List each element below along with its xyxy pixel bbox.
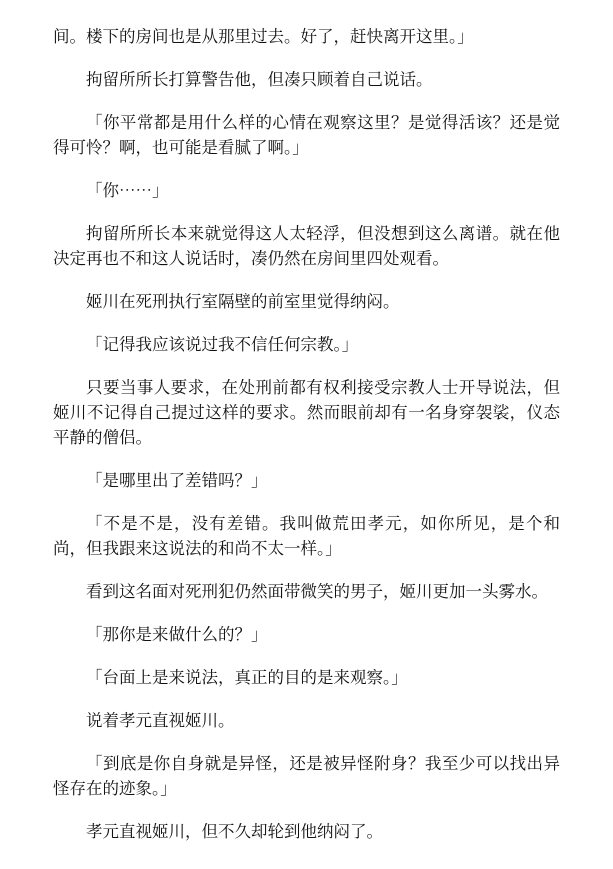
paragraph-12: 「那你是来做什么的？」 [86, 625, 268, 644]
paragraph-14: 说着孝元直视姬川。 [86, 711, 235, 730]
paragraph-4: 「你⋯⋯」 [86, 181, 169, 200]
paragraph-1: 间。楼下的房间也是从那里过去。好了，赶快离开这里。」 [53, 27, 474, 46]
paragraph-10: 「不是不是，没有差错。我叫做荒田孝元，如你所见，是个和尚，但我跟来这说法的和尚不太一样。」 [53, 514, 560, 558]
paragraph-5: 拘留所所长本来就觉得这人太轻浮，但没想到这么离谱。就在他决定再也不和这人说话时，凑仍然在房间里四处观看。 [53, 224, 560, 268]
paragraph-11: 看到这名面对死刑犯仍然面带微笑的男子，姬川更加一头雾水。 [86, 582, 548, 601]
paragraph-6: 姬川在死刑执行室隔壁的前室里觉得纳闷。 [86, 292, 400, 311]
paragraph-9: 「是哪里出了差错吗？」 [86, 471, 268, 490]
paragraph-8: 只要当事人要求，在处刑前都有权利接受宗教人士开导说法，但姬川不记得自己提过这样的要求。然而眼前却有一名身穿袈裟，仪态平静的僧侣。 [53, 378, 560, 447]
paragraph-16: 孝元直视姬川，但不久却轮到他纳闷了。 [86, 822, 383, 841]
paragraph-3: 「你平常都是用什么样的心情在观察这里？是觉得活该？还是觉得可怜？啊，也可能是看腻了啊。」 [53, 113, 560, 157]
paragraph-13: 「台面上是来说法，真正的目的是来观察。」 [86, 668, 408, 687]
paragraph-15: 「到底是你自身就是异怪，还是被异怪附身？我至少可以找出异怪存在的迹象。」 [53, 754, 560, 798]
paragraph-2: 拘留所所长打算警告他，但凑只顾着自己说话。 [86, 70, 433, 89]
paragraph-7: 「记得我应该说过我不信任何宗教。」 [86, 335, 359, 354]
